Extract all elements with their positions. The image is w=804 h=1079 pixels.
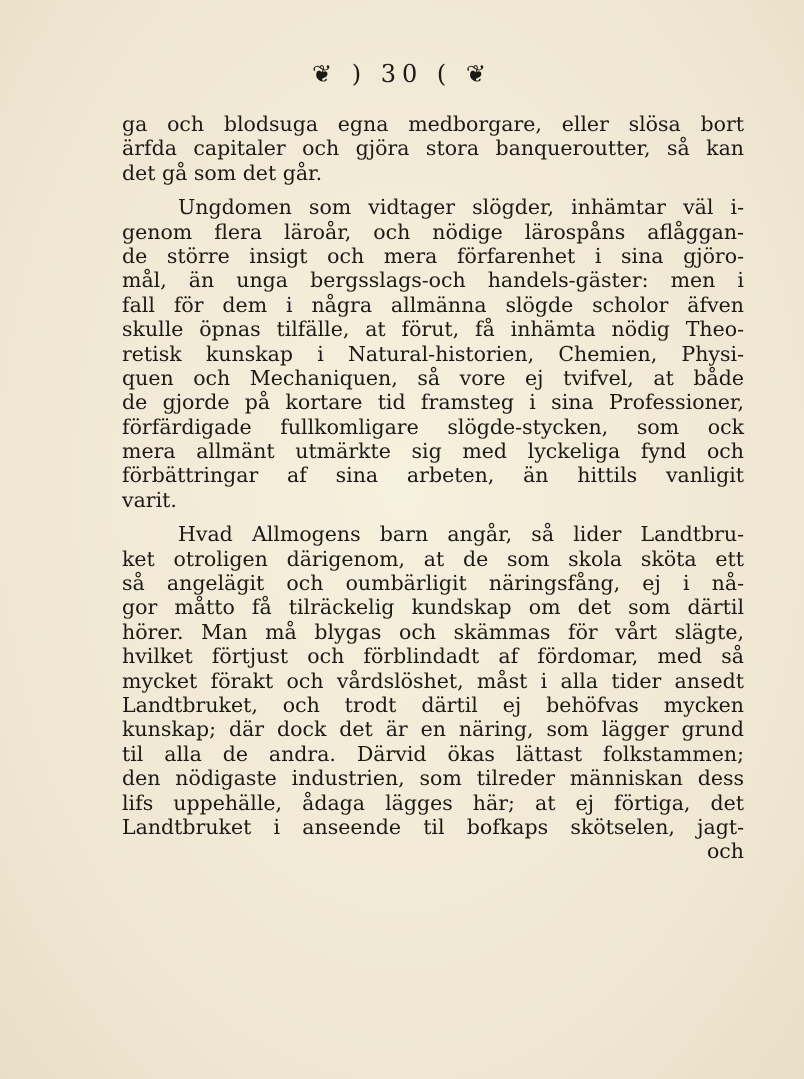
text-line: ga och blodsuga egna medborgare, eller slösa bort <box>122 112 744 136</box>
text-line: til alla de andra. Därvid ökas lättast folkstammen; <box>122 741 744 766</box>
text-line: Ungdomen som vidtager slögder, inhämtar väl i- <box>178 195 744 220</box>
text-line: förbättringar af sina arbeten, än hittils vanligit <box>122 463 744 488</box>
text-line: så angelägit och oumbärligit näringsfång, ej i nå- <box>122 571 744 596</box>
text-line: kunskap; där dock det är en näring, som lägger grund <box>122 717 744 742</box>
text-line: den nödigaste industrien, som tilreder människan dess <box>122 766 744 791</box>
text-line: de större insigt och mera förfarenhet i sina gjöro- <box>122 243 744 268</box>
catchword: och <box>706 839 744 864</box>
text-line: mycket förakt och vårdslöshet, måst i alla tider ansedt <box>122 668 744 693</box>
body-text <box>122 112 744 864</box>
text-line: det gå som det går. <box>122 160 323 185</box>
page-header: ❦ ) 30 ( ❦ <box>312 60 492 88</box>
text-line: Landtbruket i anseende til bofkaps skötselen, jagt- <box>122 814 744 839</box>
text-line: varit. <box>122 487 177 512</box>
text-line: lifs uppehälle, ådaga lägges här; at ej förtiga, det <box>122 790 744 815</box>
text-line: hörer. Man må blygas och skämmas för vårt slägte, <box>122 619 744 644</box>
text-line: hvilket förtjust och förblindadt af fördomar, med så <box>122 644 744 669</box>
text-line: Landtbruket, och trodt därtil ej behöfvas mycken <box>122 692 744 717</box>
text-line: gor måtto få tilräckelig kundskap om det som därtil <box>122 595 744 620</box>
text-line: ärfda capitaler och gjöra stora banqueroutter, så kan <box>122 136 744 161</box>
text-line: skulle öpnas tilfälle, at förut, få inhämta nödig Theo- <box>122 317 744 342</box>
text-line: mål, än unga bergsslags-och handels-gäster: men i <box>122 268 744 293</box>
text-line: Hvad Allmogens barn angår, så lider Landtbru- <box>178 522 744 547</box>
text-line: retisk kunskap i Natural-historien, Chemien, Physi- <box>122 341 744 366</box>
text-line: genom flera läroår, och nödige lärospåns aflåggan- <box>122 219 744 244</box>
text-line: mera allmänt utmärkte sig med lyckeliga fynd och <box>122 439 744 464</box>
text-line: fall för dem i några allmänna slögde scholor äfven <box>122 292 744 317</box>
text-line: ket otroligen därigenom, at de som skola sköta ett <box>122 546 744 571</box>
text-line: quen och Mechaniquen, så vore ej tvifvel, at både <box>122 365 744 390</box>
text-line: de gjorde på kortare tid framsteg i sina Professioner, <box>122 390 744 415</box>
text-line: förfärdigade fullkomligare slögde-stycken, som ock <box>122 414 744 439</box>
